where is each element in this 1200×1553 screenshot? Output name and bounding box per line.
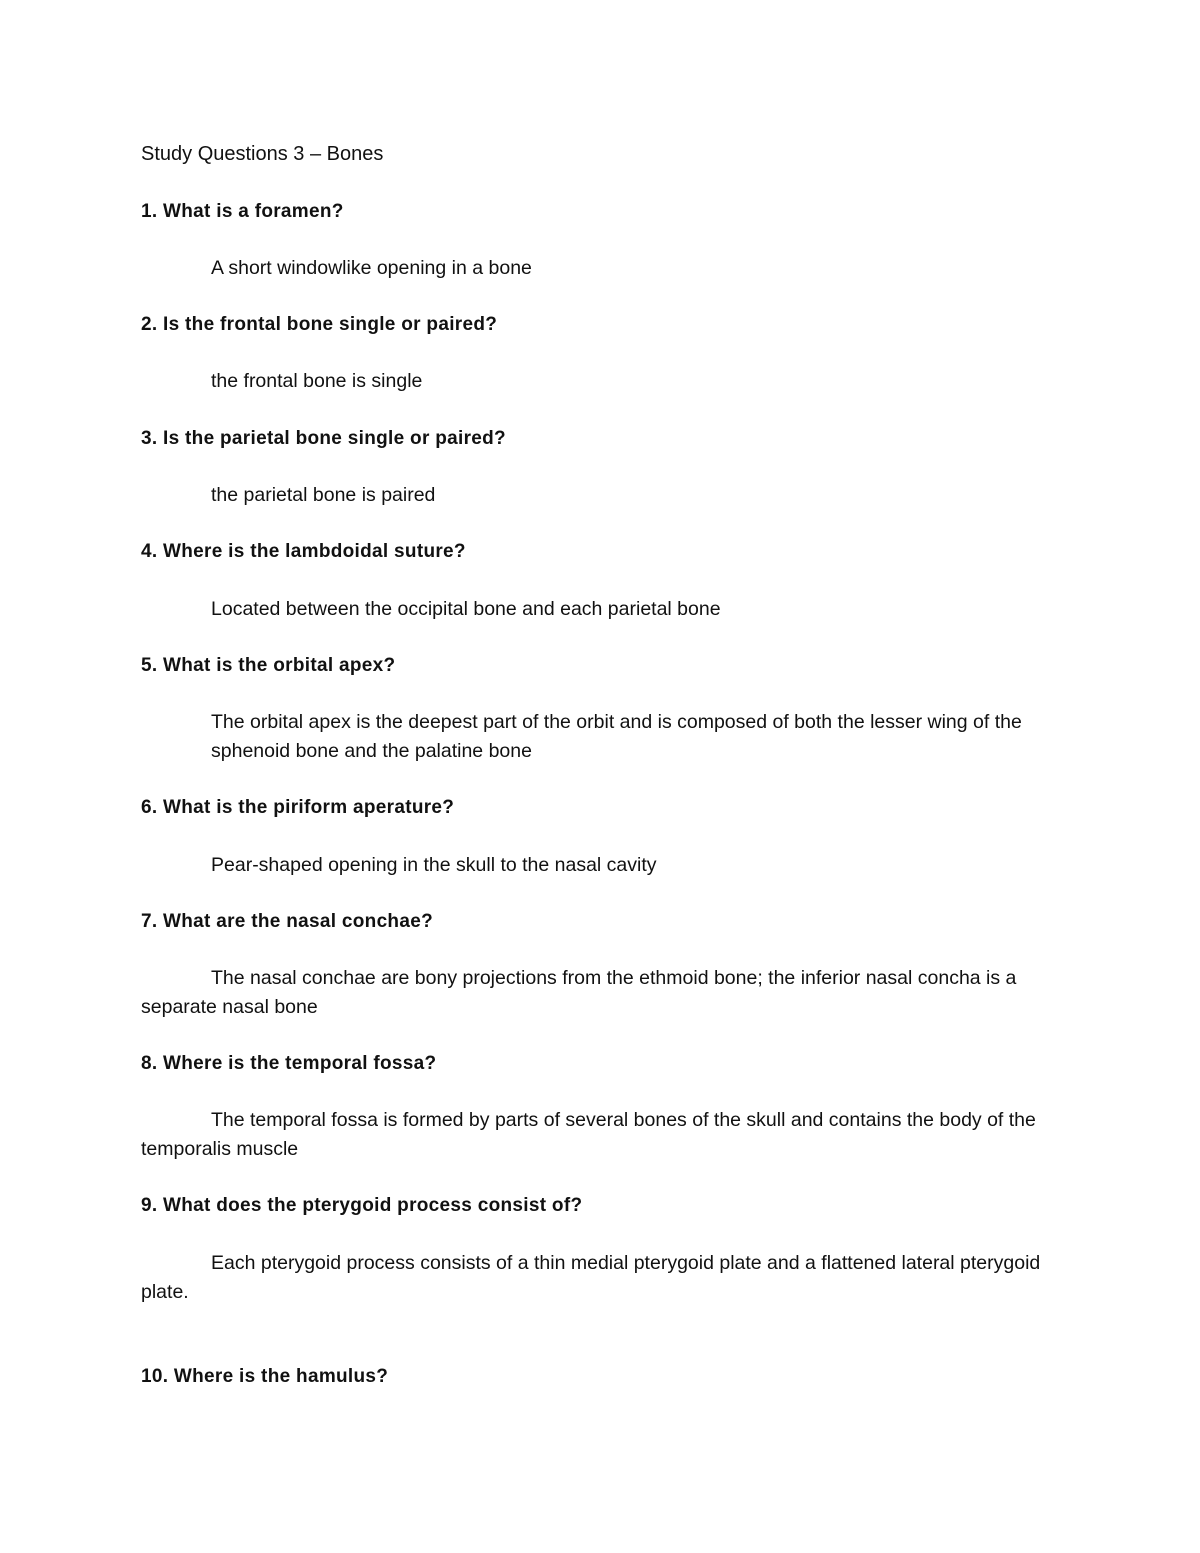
answer-6: Pear-shaped opening in the skull to the nasal cavity [211, 854, 657, 876]
answer-2: the frontal bone is single [211, 370, 423, 392]
answer-8: The temporal fossa is formed by parts of several bones of the skull and contains the body of the temporalis muscle [141, 1109, 1036, 1160]
document-title: Study Questions 3 – Bones [141, 143, 384, 165]
answer-1: A short windowlike opening in a bone [211, 257, 532, 279]
question-6: 6. What is the piriform aperature? [141, 797, 455, 818]
question-7: 7. What are the nasal conchae? [141, 911, 433, 932]
question-4: 4. Where is the lambdoidal suture? [141, 541, 466, 562]
question-2: 2. Is the frontal bone single or paired? [141, 314, 498, 335]
answer-5: The orbital apex is the deepest part of the orbit and is composed of both the lesser wing of the sphenoid bone and the palatine bone [211, 711, 1022, 762]
answer-7: The nasal conchae are bony projections from the ethmoid bone; the inferior nasal concha is a separate nasal bone [141, 967, 1017, 1018]
answer-4: Located between the occipital bone and each parietal bone [211, 598, 721, 620]
question-5: 5. What is the orbital apex? [141, 655, 396, 676]
answer-9: Each pterygoid process consists of a thin medial pterygoid plate and a flattened lateral pterygoid plate. [141, 1252, 1041, 1303]
question-8: 8. Where is the temporal fossa? [141, 1053, 437, 1074]
question-9: 9. What does the pterygoid process consist of? [141, 1195, 583, 1216]
question-10: 10. Where is the hamulus? [141, 1366, 389, 1387]
question-3: 3. Is the parietal bone single or paired? [141, 428, 506, 449]
answer-3: the parietal bone is paired [211, 484, 436, 506]
question-1: 1. What is a foramen? [141, 201, 344, 222]
